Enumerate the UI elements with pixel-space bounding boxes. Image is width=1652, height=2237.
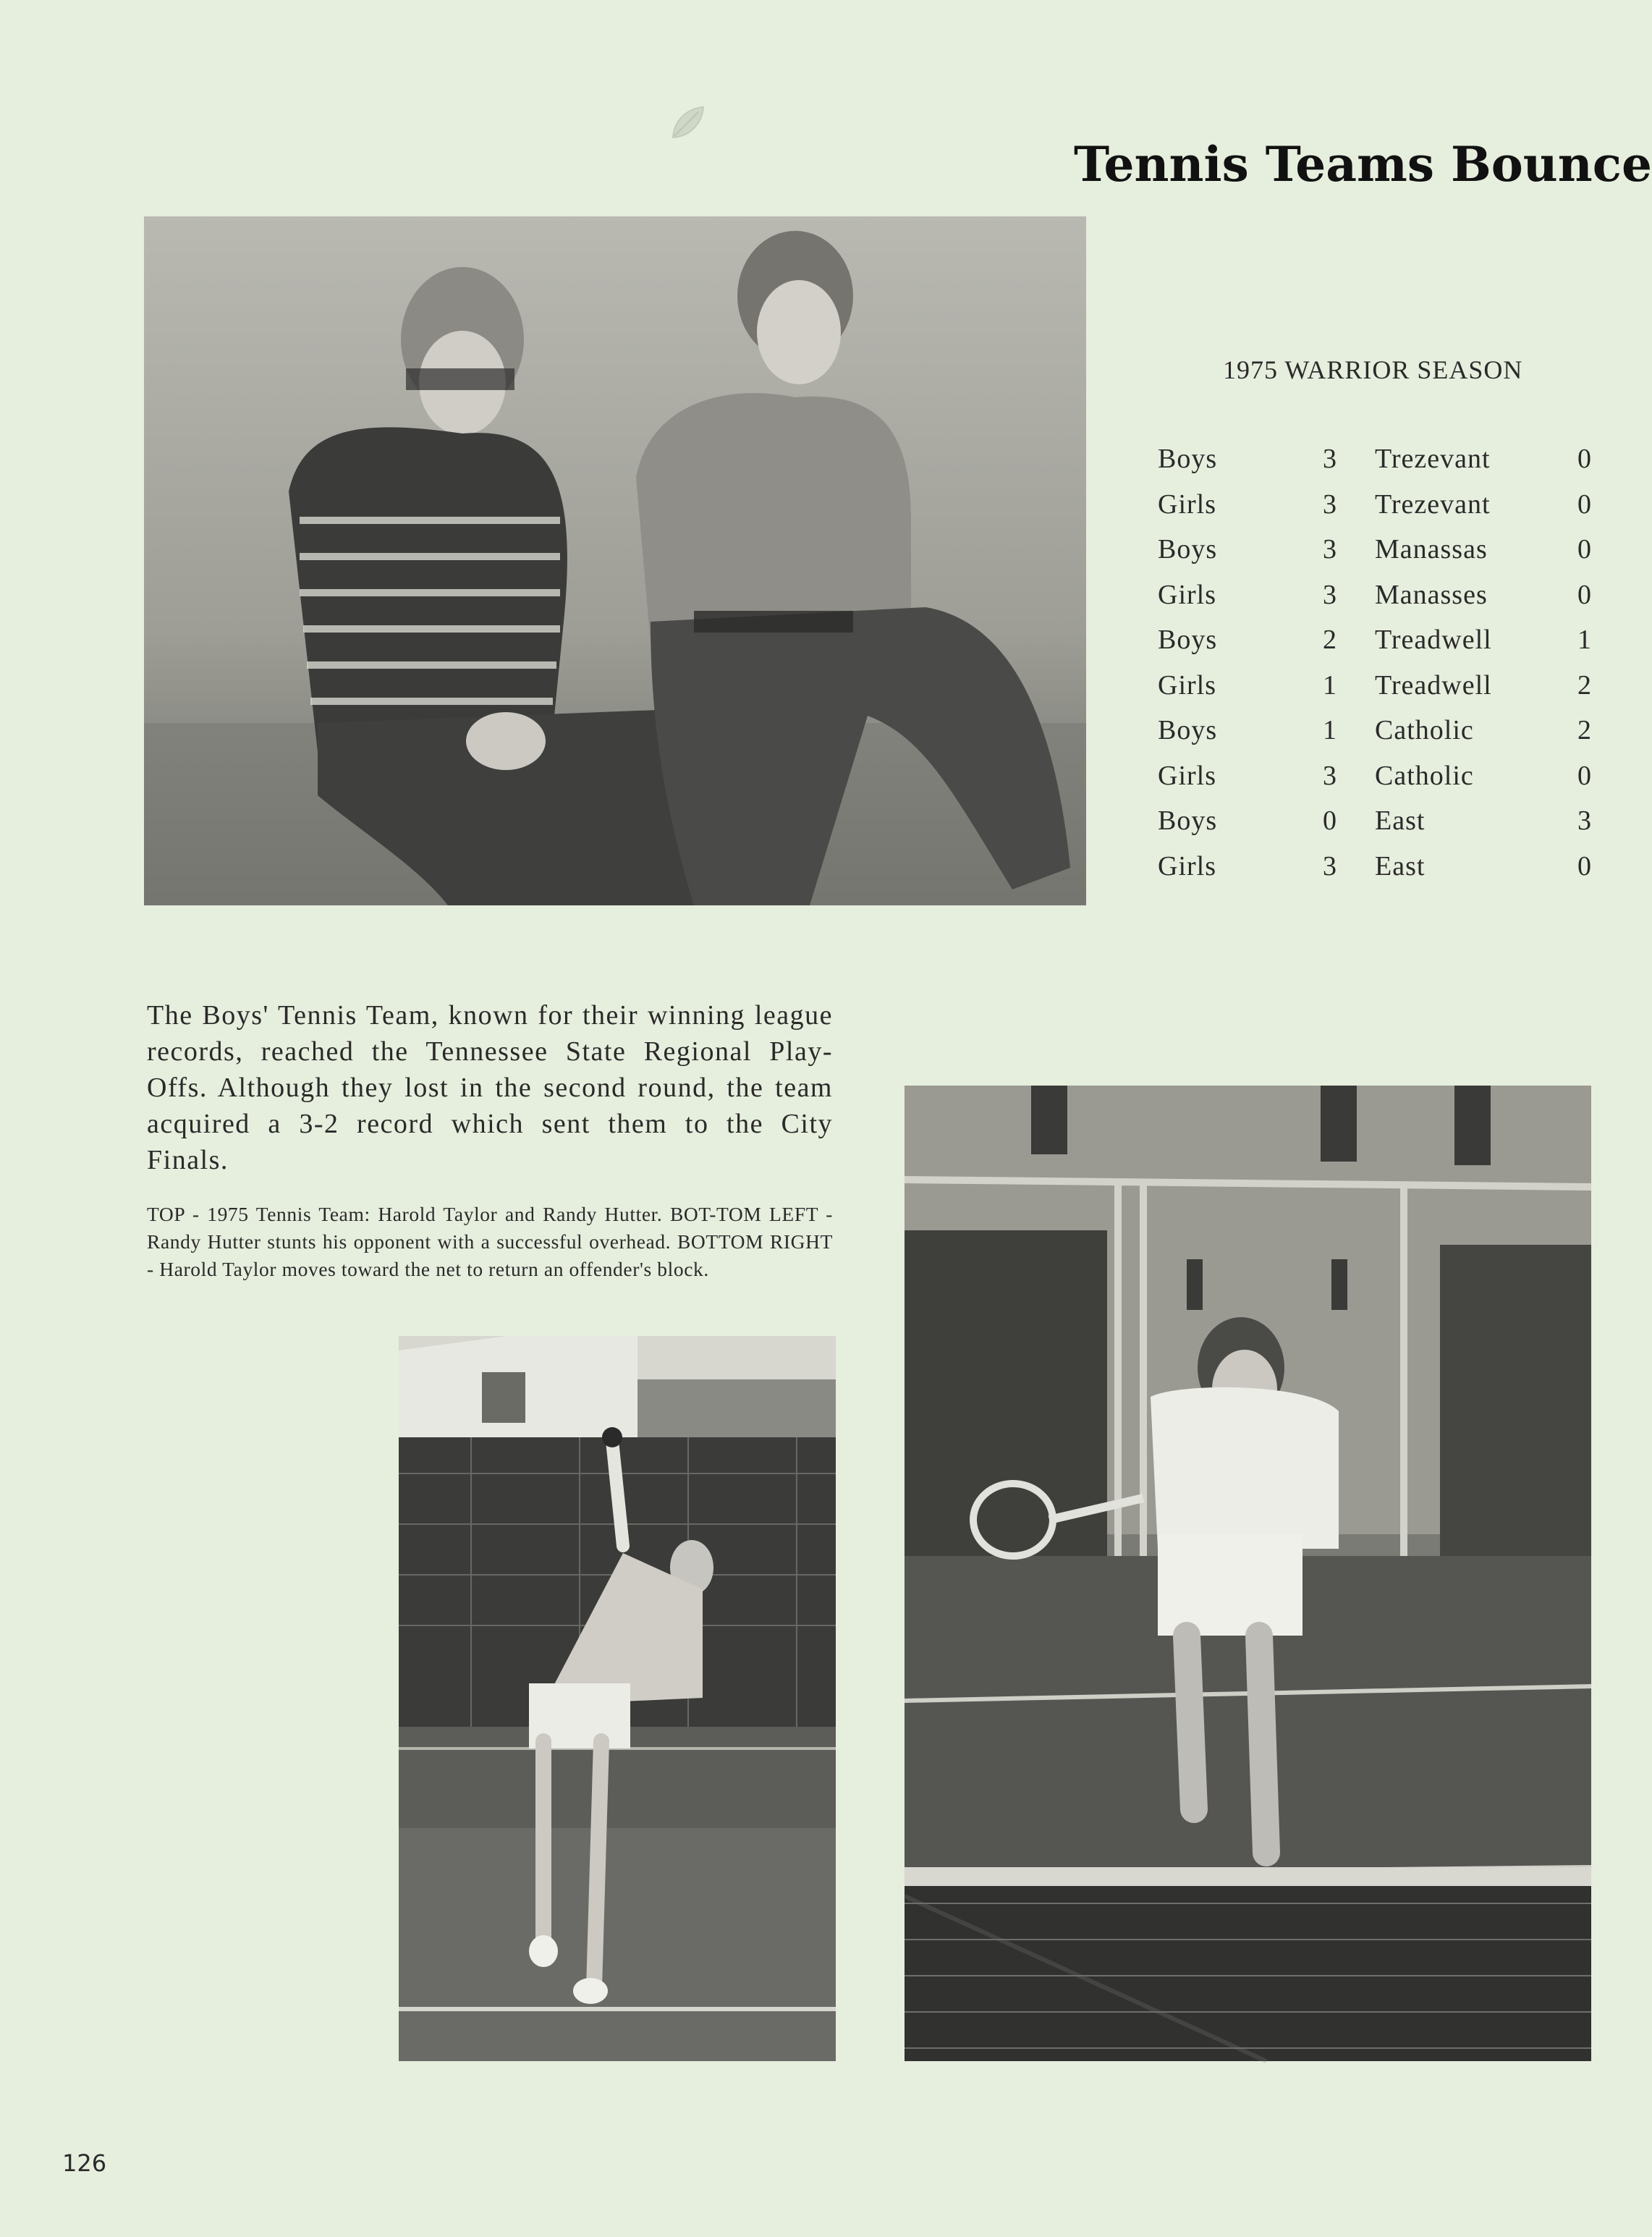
score-cell: 3 [1323, 489, 1337, 520]
team-cell: Boys [1158, 444, 1218, 474]
score-cell: 1 [1323, 715, 1337, 745]
season-results-table [1158, 443, 1591, 895]
team-cell: Boys [1158, 715, 1218, 745]
opponent-score-cell: 0 [1577, 850, 1592, 881]
score-cell: 3 [1323, 579, 1337, 610]
opponent-score-cell: 3 [1577, 805, 1592, 836]
photo-caption: TOP - 1975 Tennis Team: Harold Taylor and Randy Hutter. BOT-TOM LEFT - Randy Hutter stunts his opponent with a successful overhead. BOTTOM RIGHT - Harold Taylor moves toward the net to return an offender's block. [147, 1202, 833, 1280]
opponent-cell: Manassas [1375, 534, 1488, 564]
photo-player-serving [399, 1336, 836, 2061]
season-title: 1975 WARRIOR SEASON [1223, 355, 1523, 384]
opponent-cell: Trezevant [1375, 489, 1491, 520]
season-row [1158, 669, 1591, 715]
score-cell: 2 [1323, 625, 1337, 655]
season-row [1158, 489, 1591, 534]
opponent-cell: East [1375, 850, 1426, 881]
team-cell: Boys [1158, 625, 1218, 655]
season-row [1158, 579, 1591, 625]
opponent-score-cell: 0 [1577, 579, 1592, 610]
opponent-score-cell: 0 [1577, 534, 1592, 564]
opponent-cell: Trezevant [1375, 444, 1491, 474]
season-row [1158, 850, 1591, 896]
season-row [1158, 533, 1591, 579]
photo-player-at-net [905, 1086, 1591, 2061]
season-row [1158, 624, 1591, 669]
opponent-cell: Catholic [1375, 715, 1474, 745]
score-cell: 3 [1323, 444, 1337, 474]
page-number: 126 [62, 2149, 107, 2177]
opponent-cell: East [1375, 805, 1426, 836]
season-row [1158, 714, 1591, 760]
score-cell: 3 [1323, 760, 1337, 791]
team-cell: Girls [1158, 669, 1216, 701]
team-cell: Girls [1158, 579, 1216, 610]
team-cell: Girls [1158, 760, 1216, 791]
season-row [1158, 805, 1591, 850]
score-cell: 1 [1323, 669, 1337, 701]
opponent-cell: Treadwell [1375, 625, 1492, 655]
page-title: Tennis Teams Bounce [1074, 136, 1652, 193]
leaf-watermark-icon [666, 101, 709, 145]
opponent-cell: Manasses [1375, 579, 1488, 610]
score-cell: 0 [1323, 805, 1337, 836]
opponent-score-cell: 1 [1577, 625, 1592, 655]
opponent-score-cell: 0 [1577, 444, 1592, 474]
opponent-score-cell: 2 [1577, 669, 1592, 701]
photo-team-portrait [144, 216, 1086, 905]
opponent-cell: Catholic [1375, 760, 1474, 791]
opponent-score-cell: 0 [1577, 489, 1592, 520]
team-cell: Girls [1158, 489, 1216, 520]
score-cell: 3 [1323, 850, 1337, 881]
opponent-score-cell: 2 [1577, 715, 1592, 745]
team-cell: Boys [1158, 805, 1218, 836]
opponent-score-cell: 0 [1577, 760, 1592, 791]
season-row [1158, 760, 1591, 805]
opponent-cell: Treadwell [1375, 669, 1492, 701]
article-body: The Boys' Tennis Team, known for their winning league records, reached the Tennessee State Regional Play-Offs. Although they lost in the second round, the team acquired a 3-2 record which sent them to the City Finals. [147, 1000, 833, 1175]
score-cell: 3 [1323, 534, 1337, 564]
team-cell: Boys [1158, 534, 1218, 564]
season-row [1158, 443, 1591, 489]
team-cell: Girls [1158, 850, 1216, 881]
